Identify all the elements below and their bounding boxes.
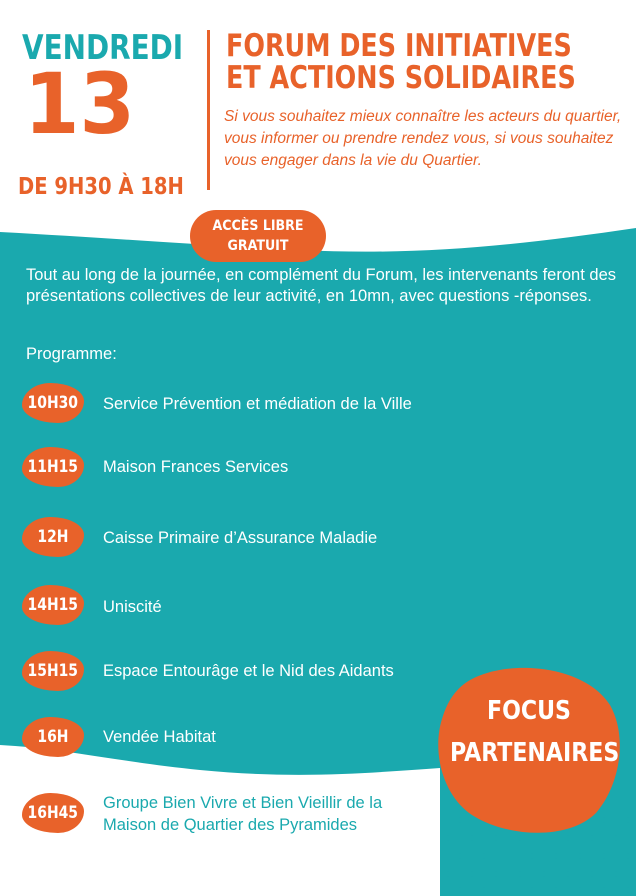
program-item: Service Prévention et médiation de la Ville [103,395,412,413]
time-badge [22,585,84,625]
event-title-line1: FORUM DES INITIATIVES [226,28,572,64]
program-item-line1: Groupe Bien Vivre et Bien Vieillir de la [103,794,383,812]
event-title-line2: ET ACTIONS SOLIDAIRES [226,60,576,96]
time-badge [22,447,84,487]
free-access-badge [190,210,326,262]
time-label: 15H15 [27,661,79,681]
time-label: 16H45 [27,803,79,823]
program-label: Programme: [26,345,117,363]
program-item: Caisse Primaire d’Assurance Maladie [103,529,378,547]
time-badge [22,383,84,423]
event-title [226,28,576,96]
event-hours: DE 9H30 À 18H [18,174,184,200]
focus-partners-label [436,690,622,774]
free-access-line1: ACCÈS LIBRE [212,218,304,234]
time-badge [22,651,84,691]
header-divider [207,30,210,190]
event-date: 13 [24,55,136,153]
event-day: VENDREDI [22,28,184,68]
time-badge [22,717,84,757]
time-label: 12H [37,527,69,547]
free-access-line2: GRATUIT [227,238,289,254]
program-item: Vendée Habitat [103,728,216,746]
focus-line1: FOCUS [487,696,571,726]
time-label: 11H15 [27,457,79,477]
time-badge [22,793,84,833]
program-item-line2: Maison de Quartier des Pyramides [103,816,358,834]
program-item: Espace Entourâge et le Nid des Aidants [103,662,394,680]
focus-line2: PARTENAIRES [449,738,620,768]
time-badge [22,517,84,557]
time-label: 10H30 [27,393,79,413]
event-intro: Si vous souhaitez mieux connaître les acteurs du quartier, vous informer ou prendre rendez vous, si vous souhaitez vous engager dans la vie du Quartier. [224,108,622,169]
program-item: Maison Frances Services [103,458,289,476]
time-label: 16H [37,727,69,747]
program-description: Tout au long de la journée, en complément du Forum, les intervenants feront des présentations collectives de leur activité, en 10mn, avec questions -réponses. [26,266,616,305]
time-label: 14H15 [27,595,79,615]
program-item: Uniscité [103,598,162,616]
